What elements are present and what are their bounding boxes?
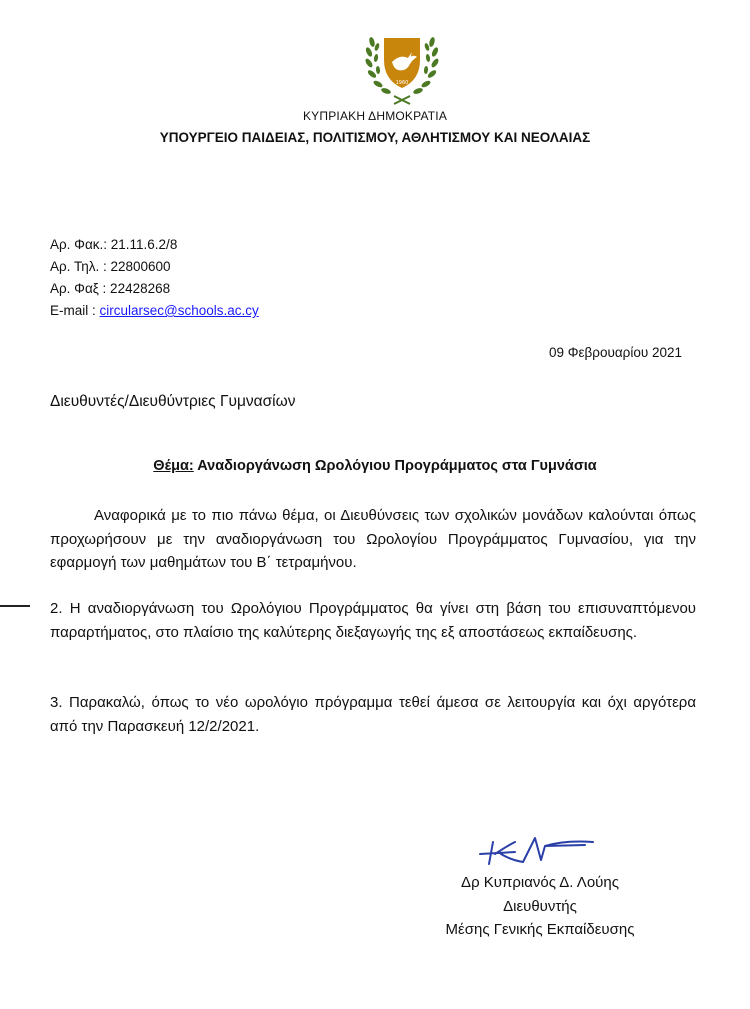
phone-number: Αρ. Τηλ. : 22800600 <box>50 259 171 274</box>
recipient: Διευθυντές/Διευθύντριες Γυμνασίων <box>50 393 296 410</box>
paragraph-2: 2. Η αναδιοργάνωση του Ωρολόγιου Προγράμματος θα γίνει στη βάση του επισυναπτόμενου παραρτήματος, στο πλαίσιο της καλύτερης διεξαγωγής της εξ αποστάσεως εκπαίδευσης. <box>50 600 696 641</box>
email-link[interactable]: circularsec@schools.ac.cy <box>99 303 259 318</box>
letter-date: 09 Φεβρουαρίου 2021 <box>548 345 682 360</box>
subject-label: Θέμα: <box>153 458 194 474</box>
signer-department: Μέσης Γενικής Εκπαίδευσης <box>445 921 635 938</box>
signature-icon <box>475 832 605 872</box>
ministry-name: ΥΠΟΥΡΓΕΙΟ ΠΑΙΔΕΙΑΣ, ΠΟΛΙΤΙΣΜΟΥ, ΑΘΛΗΤΙΣΜΟΥ ΚΑΙ ΝΕΟΛΑΙΑΣ <box>159 130 591 145</box>
margin-mark <box>0 605 30 607</box>
svg-text:1960: 1960 <box>395 80 409 86</box>
cyprus-emblem-icon <box>362 30 442 110</box>
paragraph-3: 3. Παρακαλώ, όπως το νέο ωρολόγιο πρόγραμμα τεθεί άμεσα σε λειτουργία και όχι αργότερα από την Παρασκευή 12/2/2021. <box>50 694 696 735</box>
paragraph-1: Αναφορικά με το πιο πάνω θέμα, οι Διευθύνσεις των σχολικών μονάδων καλούνται όπως προχωρήσουν με την αναδιοργάνωση του Ωρολογίου Προγράμματος Γυμνασίου, για την εφαρμογή των μαθημάτων του Β΄ τετραμήνου. <box>50 507 696 571</box>
subject-text: Αναδιοργάνωση Ωρολόγιου Προγράμματος στα Γυμνάσια <box>193 458 597 474</box>
email-label: E-mail : <box>50 303 100 318</box>
signer-title: Διευθυντής <box>503 898 577 915</box>
fax-number: Αρ. Φαξ : 22428268 <box>50 281 171 296</box>
subject-line <box>0 458 750 474</box>
email-line <box>50 303 259 318</box>
signer-name: Δρ Κυπριανός Δ. Λούης <box>461 874 619 891</box>
file-number: Αρ. Φακ.: 21.11.6.2/8 <box>50 237 178 252</box>
republic-name: ΚΥΠΡΙΑΚΗ ΔΗΜΟΚΡΑΤΙΑ <box>302 109 448 123</box>
